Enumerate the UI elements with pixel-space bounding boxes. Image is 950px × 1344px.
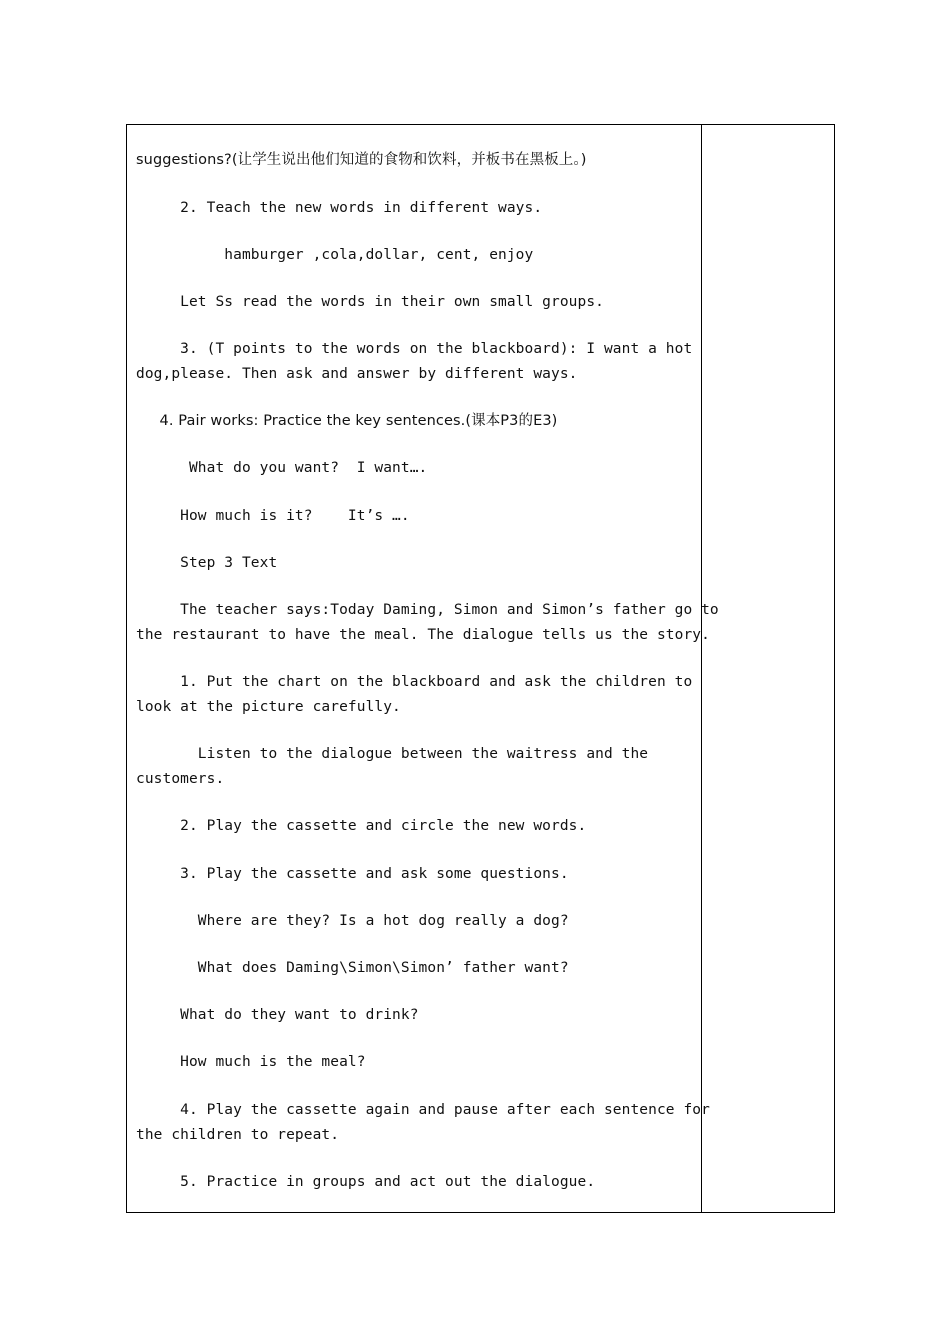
text-line: Where are they? Is a hot dog really a dog? [136, 913, 569, 929]
notes-cell [702, 125, 834, 1212]
lesson-content-cell [127, 125, 719, 1212]
text-line: suggestions?(让学生说出他们知道的食物和饮料，并板书在黑板上。) [136, 152, 587, 168]
text-line: How much is it? It’s …. [136, 508, 428, 524]
text-line: Let Ss read the words in their own small groups. [136, 294, 604, 310]
text-line: dog,please. Then ask and answer by different ways. [136, 366, 578, 382]
text-line: the restaurant to have the meal. The dialogue tells us the story. [136, 627, 710, 643]
text-line: 4. Pair works: Practice the key sentences.(课本P3的E3) [136, 413, 558, 429]
text-line: 2. Teach the new words in different ways. [136, 200, 543, 216]
text-line: look at the picture carefully. [136, 699, 401, 715]
text-line: How much is the meal? [136, 1054, 366, 1070]
text-line: Listen to the dialogue between the waitress and the [136, 746, 649, 762]
text-line: The teacher says:Today Daming, Simon and Simon’s father go to [136, 602, 719, 618]
text-line: 3. Play the cassette and ask some questions. [136, 866, 569, 882]
text-line: hamburger ,cola,dollar, cent, enjoy [136, 247, 534, 263]
text-line: What does Daming\Simon\Simon’ father want? [136, 960, 569, 976]
text-line: Step 3 Text [136, 555, 278, 571]
text-line: What do they want to drink? [136, 1007, 419, 1023]
text-line: 5. Practice in groups and act out the dialogue. [136, 1174, 596, 1190]
text-line: 3. (T points to the words on the blackboard): I want a hot [136, 341, 693, 357]
text-line: 2. Play the cassette and circle the new words. [136, 818, 587, 834]
lesson-table [126, 124, 835, 1213]
text-line: 1. Put the chart on the blackboard and ask the children to [136, 674, 693, 690]
text-line: customers. [136, 771, 225, 787]
text-line: 4. Play the cassette again and pause after each sentence for [136, 1102, 710, 1118]
text-line: the children to repeat. [136, 1127, 340, 1143]
text-line: What do you want? I want…. [136, 460, 446, 476]
